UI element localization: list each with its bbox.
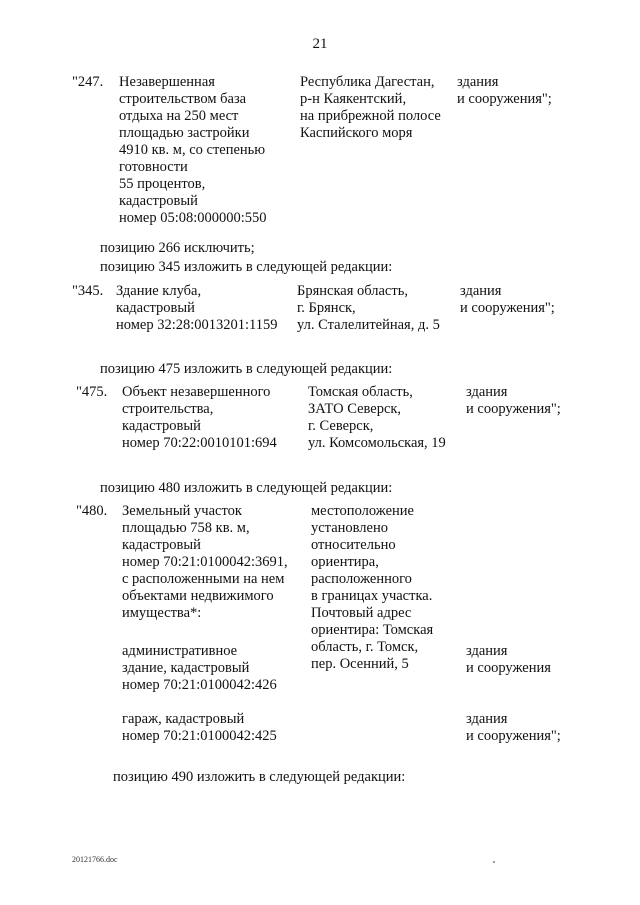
page-number: 21 [312,36,328,52]
entry-345-number: "345. [72,283,104,299]
instruction-475: позицию 475 изложить в следующей редакции: [100,361,393,377]
footer-filename: 20121766.doc [72,855,118,864]
instruction-480: позицию 480 изложить в следующей редакции: [100,480,393,496]
entry-480-number: "480. [76,503,108,519]
entry-247-object: Незавершенная строительством база отдыха на 250 мест площадью застройки 4910 кв. м, со степенью готовности 55 процентов, кадастровый номер 05:08:000000:550 [119,74,267,226]
entry-480-subitem-admin-building: административное здание, кадастровый номер 70:21:0100042:426 [122,643,277,693]
entry-480-location: местоположение установлено относительно ориентира, расположенного в границах участка. Почтовый адрес ориентира: Томская область, г. Томск, пер. Осенний, 5 [311,503,434,672]
entry-480-subitem-admin-building-type: здания и сооружения [466,643,551,676]
entry-475-location: Томская область, ЗАТО Северск, г. Северск, ул. Комсомольская, 19 [308,384,446,451]
entry-480-object: Земельный участок площадью 758 кв. м, кадастровый номер 70:21:0100042:3691, с расположенными на нем объектами недвижимого имущества*: [122,503,288,621]
instruction-345: позицию 345 изложить в следующей редакции: [100,259,393,275]
entry-480-subitem-garage: гараж, кадастровый номер 70:21:0100042:425 [122,711,277,744]
instruction-266: позицию 266 исключить; [100,240,255,256]
entry-345-object: Здание клуба, кадастровый номер 32:28:0013201:1159 [116,283,278,333]
entry-247-type: здания и сооружения"; [457,74,552,107]
entry-345-type: здания и сооружения"; [460,283,555,316]
entry-247-number: "247. [72,74,104,90]
entry-480-subitem-garage-type: здания и сооружения"; [466,711,561,744]
entry-475-object: Объект незавершенного строительства, кадастровый номер 70:22:0010101:694 [122,384,277,451]
instruction-490: позицию 490 изложить в следующей редакции: [113,769,406,785]
scan-dot [493,861,495,863]
entry-475-number: "475. [76,384,108,400]
entry-475-type: здания и сооружения"; [466,384,561,417]
entry-345-location: Брянская область, г. Брянск, ул. Сталелитейная, д. 5 [297,283,440,333]
entry-247-location: Республика Дагестан, р-н Каякентский, на прибрежной полосе Каспийского моря [300,74,441,141]
